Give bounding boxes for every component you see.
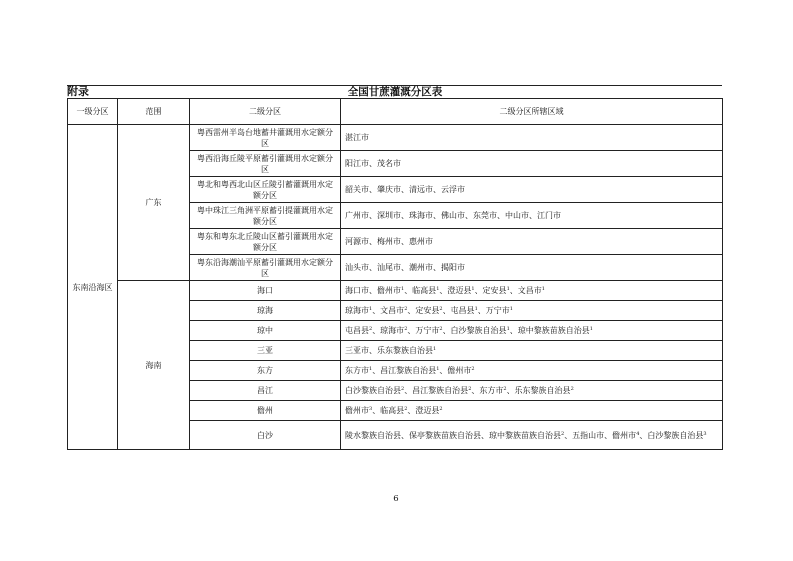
area-text: 、万宁市 [407,326,440,335]
area-text: 、儋州市 [439,366,472,375]
level2-zone-cell: 白沙 [190,421,341,450]
header-row [68,99,723,125]
header-scope: 范围 [118,99,190,125]
area-text: 、白沙黎族自治县 [639,430,704,440]
area-text: 、文昌市 [509,286,542,295]
jurisdiction-area-cell [341,381,723,401]
header-level1-zone: 一级分区 [68,99,118,125]
level2-zone-cell: 粤东沿海潮汕平原蓄引灌溉用水定额分区 [190,255,341,281]
table-row [68,125,723,151]
area-superscript: 1 [509,306,513,312]
area-superscript: 2 [404,306,408,312]
table-title: 全国甘蔗灌溉分区表 [347,86,443,98]
area-superscript: 1 [589,326,593,332]
table-row [68,281,723,301]
area-superscript: 1 [436,286,440,292]
irrigation-zone-table [67,98,723,450]
area-superscript: 1 [471,286,475,292]
level2-zone-cell: 琼海 [190,301,341,321]
area-superscript: 4 [636,430,640,437]
area-superscript: 2 [561,430,565,437]
scope-cell-hainan: 海南 [118,281,190,450]
area-text: 三亚市、乐东黎族自治县 [345,346,433,355]
area-text: 屯昌县 [345,326,369,335]
area-superscript: 2 [503,386,507,392]
area-superscript: 2 [439,306,443,312]
area-superscript: 1 [433,346,437,352]
jurisdiction-area-cell [341,421,723,450]
jurisdiction-area-cell [341,321,723,341]
area-superscript: 1 [369,366,373,372]
level2-zone-cell: 粤中珠江三角洲平原蓄引提灌溉用水定额分区 [190,203,341,229]
area-text: 、澄迈县 [407,406,440,415]
area-text: 、五指山市、儋州市 [564,430,637,440]
level2-zone-cell: 昌江 [190,381,341,401]
page-number: 6 [393,494,399,504]
area-superscript: 1 [474,306,478,312]
area-superscript: 2 [570,386,574,392]
area-superscript: 1 [401,286,405,292]
header-jurisdiction-area: 二级分区所辖区域 [341,99,723,125]
level2-zone-cell: 东方 [190,361,341,381]
area-superscript: 2 [369,326,373,332]
jurisdiction-area-cell [341,341,723,361]
area-superscript: 2 [468,386,472,392]
area-superscript: 1 [541,286,545,292]
area-text: 、琼海市 [372,326,405,335]
area-superscript: 2 [439,326,443,332]
area-text: 、澄迈县 [439,286,472,295]
area-text: 、昌江黎族自治县 [404,386,469,395]
area-superscript: 1 [506,326,510,332]
level1-zone-cell: 东南沿海区 [68,125,118,450]
area-text: 、昌江黎族自治县 [372,366,437,375]
area-text: 、屯昌县 [442,306,475,315]
jurisdiction-area-cell [341,401,723,421]
jurisdiction-area-cell: 河源市、梅州市、惠州市 [341,229,723,255]
area-text: 、万宁市 [477,306,510,315]
level2-zone-cell: 琼中 [190,321,341,341]
jurisdiction-area-cell: 阳江市、茂名市 [341,151,723,177]
jurisdiction-area-cell [341,361,723,381]
appendix-label: 附录 [67,85,89,98]
area-superscript: 2 [404,326,408,332]
level2-zone-cell: 粤东和粤东北丘陵山区蓄引灌溉用水定额分区 [190,229,341,255]
level2-zone-cell: 粤西雷州半岛台地蓄井灌溉用水定额分区 [190,125,341,151]
area-superscript: 2 [471,366,475,372]
area-text: 、琼中黎族苗族自治县 [509,326,590,335]
area-text: 白沙黎族自治县 [345,386,401,395]
level2-zone-cell: 儋州 [190,401,341,421]
area-superscript: 1 [436,366,440,372]
area-text: 东方市 [345,366,369,375]
area-text: 、定安县 [407,306,440,315]
area-superscript: 1 [506,286,510,292]
area-superscript: 2 [404,406,408,412]
jurisdiction-area-cell: 广州市、深圳市、珠海市、佛山市、东莞市、中山市、江门市 [341,203,723,229]
area-text: 、临高县 [404,286,437,295]
jurisdiction-area-cell [341,281,723,301]
area-text: 、乐东黎族自治县 [506,386,571,395]
area-text: 儋州市 [345,406,369,415]
area-text: 海口市、儋州市 [345,286,401,295]
jurisdiction-area-cell: 韶关市、肇庆市、清远市、云浮市 [341,177,723,203]
level2-zone-cell: 海口 [190,281,341,301]
level2-zone-cell: 粤北和粤西北山区丘陵引蓄灌溉用水定额分区 [190,177,341,203]
area-text: 、临高县 [372,406,405,415]
level2-zone-cell: 三亚 [190,341,341,361]
area-text: 琼海市 [345,306,369,315]
area-superscript: 2 [401,386,405,392]
jurisdiction-area-cell: 湛江市 [341,125,723,151]
area-text: 、文昌市 [372,306,405,315]
area-superscript: 1 [369,306,373,312]
level2-zone-cell: 粤西沿海丘陵平原蓄引灌溉用水定额分区 [190,151,341,177]
header-level2-zone: 二级分区 [190,99,341,125]
area-superscript: 2 [439,406,443,412]
area-superscript: 3 [703,430,707,437]
scope-cell-guangdong: 广东 [118,125,190,281]
jurisdiction-area-cell [341,301,723,321]
jurisdiction-area-cell: 汕头市、汕尾市、潮州市、揭阳市 [341,255,723,281]
area-text: 、白沙黎族自治县 [442,326,507,335]
area-text: 、定安县 [474,286,507,295]
area-text: 、东方市 [471,386,504,395]
area-superscript: 3 [369,406,373,412]
area-text: 陵水黎族自治县、保亭黎族苗族自治县、琼中黎族苗族自治县 [345,430,561,440]
